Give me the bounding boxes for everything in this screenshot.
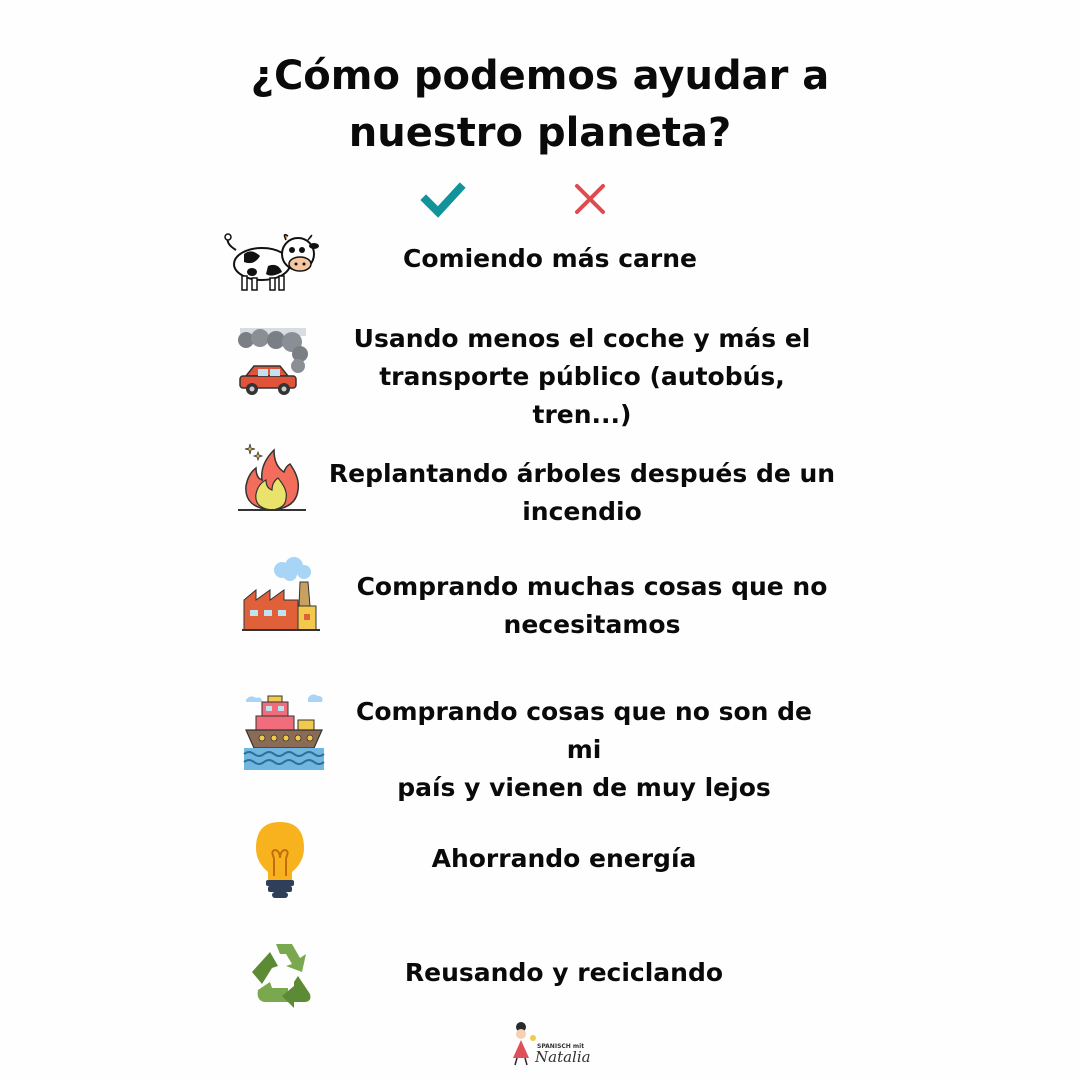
check-icon bbox=[420, 178, 466, 224]
spanisch-mit-natalia-logo bbox=[505, 1018, 615, 1068]
page-title bbox=[180, 48, 900, 162]
cross-icon bbox=[567, 178, 613, 224]
item-text-line: país y vienen de muy lejos bbox=[397, 773, 771, 802]
item-text-line: Comprando cosas que no son de mi bbox=[355, 697, 812, 764]
item-text-line: necesitamos bbox=[503, 610, 681, 639]
cow-icon bbox=[222, 226, 320, 294]
item-text-line: Replantando árboles después de un bbox=[328, 459, 836, 488]
title-line-2: nuestro planeta? bbox=[348, 110, 732, 156]
item-text bbox=[326, 320, 838, 434]
item-text-line: transporte público (autobús, tren...) bbox=[379, 362, 785, 429]
title-line-1: ¿Cómo podemos ayudar a bbox=[250, 53, 830, 99]
item-text-line: incendio bbox=[522, 497, 642, 526]
factory-icon bbox=[242, 556, 320, 634]
item-text bbox=[340, 568, 844, 644]
item-text-line: Comprando muchas cosas que no bbox=[356, 572, 828, 601]
light-bulb-icon bbox=[250, 820, 310, 902]
item-text-line: Usando menos el coche y más el bbox=[353, 324, 811, 353]
item-text bbox=[326, 455, 838, 531]
polluting-car-icon bbox=[236, 326, 308, 398]
ship-icon bbox=[242, 688, 326, 772]
item-text: Ahorrando energía bbox=[431, 844, 697, 873]
item-text bbox=[336, 693, 832, 807]
recycle-icon bbox=[248, 938, 320, 1010]
item-text: Reusando y reciclando bbox=[404, 958, 724, 987]
fire-icon bbox=[236, 438, 308, 514]
logo-small-text: SPANISCH mit bbox=[537, 1043, 585, 1050]
logo-script-text: Natalia bbox=[535, 1048, 591, 1066]
item-text: Comiendo más carne bbox=[403, 244, 697, 273]
